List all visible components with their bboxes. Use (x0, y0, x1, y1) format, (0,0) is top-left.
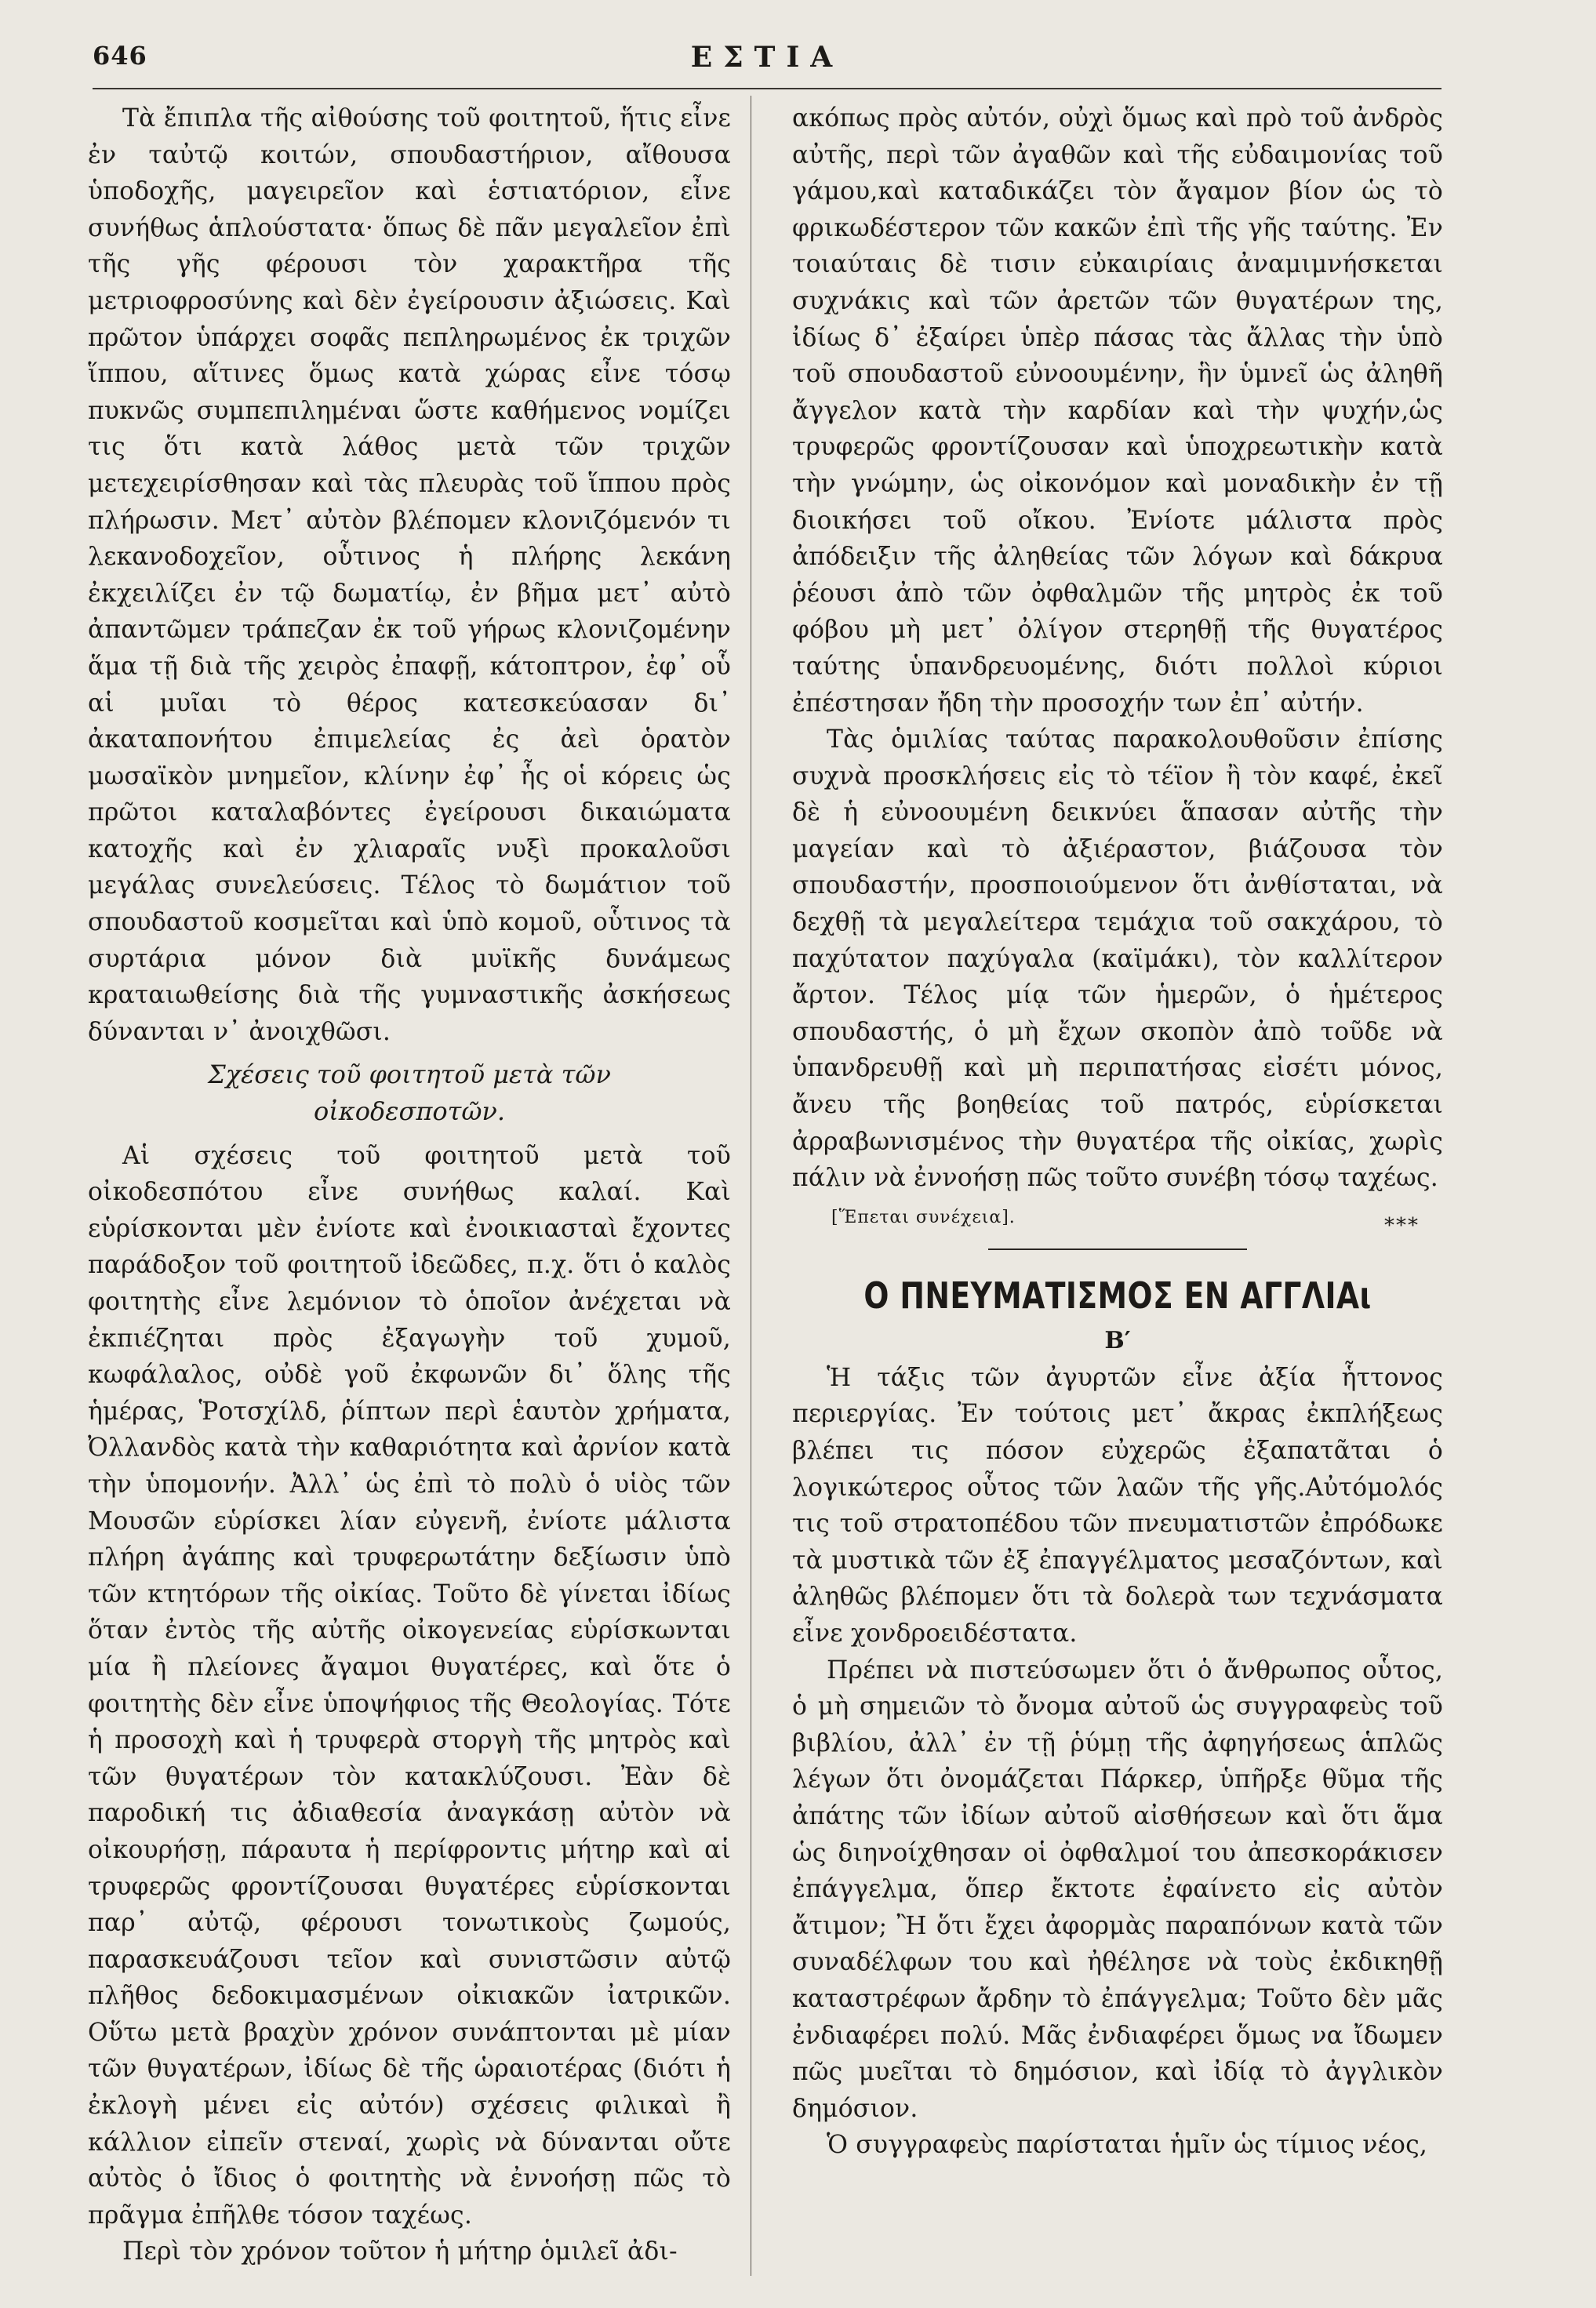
paragraph-continuation: ακόπως πρὸς αὐτόν, οὐχὶ ὅμως καὶ πρὸ τοῦ ἀνδρὸς αὐτῆς, περὶ τῶν ἀγαθῶν καὶ τῆς εὐδαιμονίας τοῦ γάμου,καὶ καταδικάζει τὸν ἄγαμον βίον ὡς τὸ φρικωδέστερον τῶν κακῶν ἐπὶ τῆς γῆς ταύτης. Ἐν τοιαύταις δὲ τισιν εὐκαιρίαις ἀναμιμνήσκεται συχνάκις καὶ τῶν ἀρετῶν τῶν θυγατέρων της, ἰδίως δ᾽ ἐξαίρει ὑπὲρ πάσας τὰς ἄλλας τὴν ὑπὸ τοῦ σπουδαστοῦ εὐνοουμένην, ἣν ὑμνεῖ ὡς ἀληθῆ ἄγγελον κατὰ τὴν καρδίαν καὶ τὴν ψυχήν,ὡς τρυφερῶς φροντίζουσαν καὶ ὑποχρεωτικὴν κατὰ τὴν γνώμην, ὡς οἰκονόμον καὶ μοναδικὴν ἐν τῇ διοικήσει τοῦ οἴκου. Ἐνίοτε μάλιστα πρὸς ἀπόδειξιν τῆς ἀληθείας τῶν λόγων καὶ δάκρυα ῥέουσι ἀπὸ τῶν ὀφθαλμῶν τῆς μητρὸς ἐκ τοῦ φόβου μὴ μετ᾽ ὀλίγον στερηθῇ τῆς θυγατέρος ταύτης ὑπανδρευομένης, διότι πολλοὶ κύριοι ἐπέστησαν ἤδη τὴν προσοχήν των ἐπ᾽ αὐτήν. (792, 104, 1443, 718)
paragraph-author: Ὁ συγγραφεὺς παρίσταται ἡμῖν ὡς τίμιος νέος, (826, 2131, 1428, 2160)
section-heading-line-1: Σχέσεις τοῦ φοιτητοῦ μετὰ τῶν (208, 1059, 611, 1090)
paragraph-charlatans: Ἡ τάξις τῶν ἀγυρτῶν εἶνε ἀξία ἧττονος περιεργίας. Ἐν τούτοις μετ᾽ ἄκρας ἐκπλήξεως βλέπει τις πόσον εὐχερῶς ἐξαπατᾶται ὁ λογικώτερος οὗτος τῶν λαῶν τῆς γῆς.Αὐτόμολός τις τοῦ στρατοπέδου τῶν πνευματιστῶν ἐπρόδωκε τὰ μυστικὰ τῶν ἐξ ἐπαγγέλματος μεσαζόντων, καὶ ἀληθῶς βλέπομεν ὅτι τὰ δολερὰ των τεχνάσματα εἶνε χονδροειδέστατα. (792, 1363, 1443, 1648)
continued-note: [Ἕπεται συνέχεια]. (831, 1207, 1016, 1227)
left-column (88, 100, 731, 2270)
right-column (792, 100, 1443, 2164)
header-rule (93, 88, 1441, 89)
journal-title: ΕΣΤΙΑ (690, 41, 844, 74)
article-part-number: Β′ (1104, 1326, 1131, 1354)
paragraph-mother-speaks: Περὶ τὸν χρόνον τοῦτον ἡ μήτηρ ὁμιλεῖ ἀδι- (122, 2237, 678, 2266)
paragraph-parker: Πρέπει νὰ πιστεύσωμεν ὅτι ὁ ἄνθρωπος οὗτος, ὁ μὴ σημειῶν τὸ ὄνομα αὐτοῦ ὡς συγγραφεὺς τοῦ βιβλίου, ἀλλ᾽ ἐν τῇ ῥύμῃ τῆς ἀφηγήσεως ἁπλῶς λέγων ὅτι ὀνομάζεται Πάρκερ, ὑπῆρξε θῦμα τῆς ἀπάτης τῶν ἰδίων αὐτοῦ αἰσθήσεων καὶ ὅτι ἅμα ὡς διηνοίχθησαν οἱ ὀφθαλμοί του ἀπεσκοράκισεν ἐπάγγελμα, ὅπερ ἔκτοτε ἐφαίνετο εἰς αὐτὸν ἄτιμον; Ἢ ὅτι ἔχει ἀφορμὰς παραπόνων κατὰ τῶν συναδέλφων του καὶ ἠθέλησε νὰ τοὺς ἐκδικηθῇ καταστρέφων ἄρδην τὸ ἐπάγγελμα; Τοῦτο δὲν μᾶς ἐνδιαφέρει πολύ. Μᾶς ἐνδιαφέρει ὅμως να ἴδωμεν πῶς μυεῖται τὸ δημόσιον, καὶ ἰδίᾳ τὸ ἀγγλικὸν δημόσιον. (792, 1656, 1443, 2123)
paragraph-furniture: Τὰ ἔπιπλα τῆς αἰθούσης τοῦ φοιτητοῦ, ἥτις εἶνε ἐν ταὐτῷ κοιτών, σπουδαστήριον, αἴθουσα ὑποδοχῆς, μαγειρεῖον καὶ ἑστιατόριον, εἶνε συνήθως ἁπλούστατα· ὅπως δὲ πᾶν μεγαλεῖον ἐπὶ τῆς γῆς φέρουσι τὸν χαρακτῆρα τῆς μετριοφροσύνης καὶ δὲν ἐγείρουσιν ἀξιώσεις. Καὶ πρῶτον ὑπάρχει σοφᾶς πεπληρωμένος ἐκ τριχῶν ἵππου, αἵτινες ὅμως κατὰ χώρας εἶνε τόσῳ πυκνῶς συμπεπιλημέναι ὥστε καθήμενος νομίζει τις ὅτι κατὰ λάθος μετὰ τῶν τριχῶν μετεχειρίσθησαν καὶ τὰς πλευρὰς τοῦ ἵππου πρὸς πλήρωσιν. Μετ᾽ αὐτὸν βλέπομεν κλονιζόμενόν τι λεκανοδοχεῖον, οὗτινος ἡ πλήρης λεκάνη ἐκχειλίζει ἐν τῷ δωματίῳ, ἐν βῆμα μετ᾽ αὐτὸ ἀπαντῶμεν τράπεζαν ἐκ τοῦ γήρως κλονιζομένην ἅμα τῇ διὰ τῆς χειρὸς ἐπαφῇ, κάτοπτρον, ἐφ᾽ οὗ αἱ μυῖαι τὸ θέρος κατεσκεύασαν δι᾽ ἀκαταπονήτου ἐπιμελείας ἐς ἀεὶ ὁρατὸν μωσαϊκὸν μνημεῖον, κλίνην ἐφ᾽ ἧς οἱ κόρεις ὡς πρῶτοι καταλαβόντες ἐγείρουσι δικαιώματα κατοχῆς καὶ ἐν χλιαραῖς νυξὶ προκαλοῦσι μεγάλας συνελεύσεις. Τέλος τὸ δωμάτιον τοῦ σπουδαστοῦ κοσμεῖται καὶ ὑπὸ κομοῦ, οὗτινος τὰ συρτάρια μόνον διὰ μυϊκῆς δυνάμεως κραταιωθείσης διὰ τῆς γυμναστικῆς ἀσκήσεως δύνανται ν᾽ ἀνοιχθῶσι. (88, 104, 731, 1046)
section-heading (88, 1056, 731, 1129)
continuation-line (792, 1203, 1443, 1244)
paragraph-landlord-relations: Αἱ σχέσεις τοῦ φοιτητοῦ μετὰ τοῦ οἰκοδεσπότου εἶνε συνήθως καλαί. Καὶ εὑρίσκονται μὲν ἐνίοτε καὶ ἐνοικιασταὶ ἔχοντες παράδοξον τοῦ φοιτητοῦ ἰδεῶδες, π.χ. ὅτι ὁ καλὸς φοιτητὴς εἶνε λεμόνιον τὸ ὁποῖον ἀνέχεται νὰ ἐκπιέζηται πρὸς ἐξαγωγὴν τοῦ χυμοῦ, κωφάλαλος, οὐδὲ γοῦ ἐκφωνῶν δι᾽ ὅλης τῆς ἡμέρας, Ῥοτσχίλδ, ῥίπτων περὶ ἑαυτὸν χρήματα, Ὀλλανδὸς κατὰ τὴν καθαριότητα καὶ ἀρνίον κατὰ τὴν ὑπομονήν. Ἀλλ᾽ ὡς ἐπὶ τὸ πολὺ ὁ υἱὸς τῶν Μουσῶν εὑρίσκει λίαν εὐγενῆ, ἐνίοτε μάλιστα πλήρη ἀγάπης καὶ τρυφερωτάτην δεξίωσιν ὑπὸ τῶν κτητόρων τῆς οἰκίας. Τοῦτο δὲ γίνεται ἰδίως ὅταν ἐντὸς τῆς αὐτῆς οἰκογενείας εὑρίσκωνται μία ἢ πλείονες ἄγαμοι θυγατέρες, καὶ ὅτε ὁ φοιτητὴς δὲν εἶνε ὑποψήφιος τῆς Θεολογίας. Τότε ἡ προσοχὴ καὶ ἡ τρυφερὰ στοργὴ τῆς μητρὸς καὶ τῶν θυγατέρων τὸν κατακλύζουσι. Ἐὰν δὲ παροδική τις ἀδιαθεσία ἀναγκάσῃ αὐτὸν νὰ οἰκουρήσῃ, πάραυτα ἡ περίφροντις μήτηρ καὶ αἱ τρυφερῶς φροντίζουσαι θυγατέρες εὑρίσκονται παρ᾽ αὐτῷ, φέρουσι τονωτικοὺς ζωμούς, παρασκευάζουσι τεῖον καὶ συνιστῶσιν αὐτῷ πλῆθος δεδοκιμασμένων οἰκιακῶν ἰατρικῶν. Οὕτω μετὰ βραχὺν χρόνον συνάπτονται μὲ μίαν τῶν θυγατέρων, ἰδίως δὲ τῆς ὡραιοτέρας (διότι ἡ ἐκλογὴ μένει εἰς αὐτόν) σχέσεις φιλικαὶ ἢ κάλλιον εἰπεῖν στεναί, χωρὶς νὰ δύνανται οὔτε αὐτὸς ὁ ἴδιος ὁ φοιτητὴς νὰ ἐννοήσῃ πῶς τὸ πρᾶγμα ἐπῆλθε τόσον ταχέως. (88, 1141, 731, 2230)
article-divider (988, 1249, 1247, 1250)
paragraph-invitations: Τὰς ὁμιλίας ταύτας παρακολουθοῦσιν ἐπίσης συχνὰ προσκλήσεις εἰς τὸ τέϊον ἢ τὸν καφέ, ἐκεῖ δὲ ἡ εὐνοουμένη δεικνύει ἅπασαν αὐτῆς τὴν μαγείαν καὶ τὸ ἀξιέραστον, βιάζουσα τὸν σπουδαστήν, προσποιούμενον ὅτι ἀνθίσταται, νὰ δεχθῇ τὰ μεγαλείτερα τεμάχια τοῦ σακχάρου, τὸ παχύτατον παχύγαλα (καϊμάκι), τὸν καλλίτερον ἄρτον. Τέλος μίᾳ τῶν ἡμερῶν, ὁ ἡμέτερος σπουδαστής, ὁ μὴ ἔχων σκοπὸν ἀπὸ τοῦδε νὰ ὑπανδρευθῇ καὶ μὴ περιπατήσας εἰσέτι μόνος, ἄνευ τῆς βοηθείας τοῦ πατρός, εὑρίσκεται ἀρραβωνισμένος τὴν θυγατέρα τῆς οἰκίας, χωρὶς πάλιν νὰ ἐννοήσῃ πῶς τοῦτο συνέβη τόσῳ ταχέως. (792, 725, 1443, 1193)
page-header (93, 41, 1441, 77)
page-number: 646 (93, 41, 147, 71)
article-title: Ο ΠΝΕΥΜΑΤΙΣΜΟΣ ΕΝ ΑΓΓΛΙΑι (863, 1274, 1372, 1317)
asterism: *** (1384, 1213, 1420, 1238)
section-heading-line-2: οἰκοδεσποτῶν. (313, 1096, 506, 1127)
